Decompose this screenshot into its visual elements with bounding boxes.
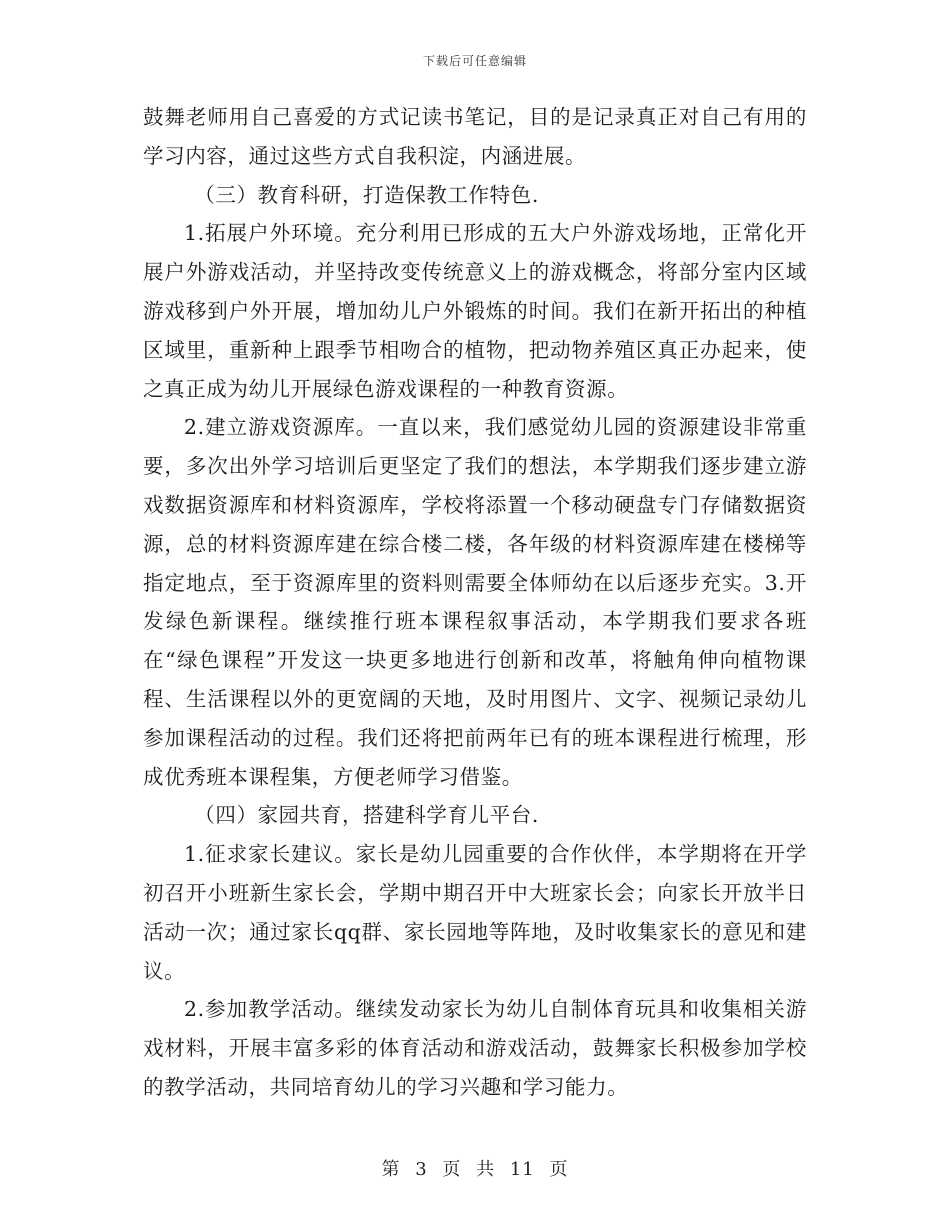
page-number: 第 3 页 共 11 页 (381, 1159, 569, 1180)
paragraph-outdoor-environment: 1.拓展户外环境。充分利用已形成的五大户外游戏场地，正常化开展户外游戏活动，并坚持改变传统意义上的游戏概念，将部分室内区域游戏移到户外开展，增加幼儿户外锻炼的时间。我们在新开拓出的种植区域里，重新种上跟季节相吻合的植物，把动物养殖区真正办起来，使之真正成为幼儿开展绿色游戏课程的一种教育资源。 (143, 221, 807, 401)
section-heading-4: （四）家园共育，搭建科学育儿平台. (194, 803, 539, 828)
paragraph-resource-library: 2.建立游戏资源库。一直以来，我们感觉幼儿园的资源建设非常重要，多次出外学习培训后更坚定了我们的想法，本学期我们逐步建立游戏数据资源库和材料资源库，学校将添置一个移动硬盘专门存储数据资源，总的材料资源库建在综合楼二楼，各年级的材料资源库建在楼梯等指定地点，至于资源库里的资料则需要全体师幼在以后逐步充实。3.开发绿色新课程。继续推行班本课程叙事活动，本学期我们要求各班在“绿色课程”开发这一块更多地进行创新和改革，将触角伸向植物课程、生活课程以外的更宽阔的天地，及时用图片、文字、视频记录幼儿参加课程活动的过程。我们还将把前两年已有的班本课程进行梳理，形成优秀班本课程集，方便老师学习借鉴。 (143, 415, 807, 789)
document-body (143, 98, 807, 1107)
page-header: 下载后可任意编辑 (422, 54, 527, 68)
paragraph-continuation: 鼓舞老师用自己喜爱的方式记读书笔记，目的是记录真正对自己有用的学习内容，通过这些方式自我积淀，内涵进展。 (143, 105, 807, 168)
section-heading-3: （三）教育科研，打造保教工作特色. (194, 182, 539, 207)
paragraph-parent-advice: 1.征求家长建议。家长是幼儿园重要的合作伙伴，本学期将在开学初召开小班新生家长会，学期中期召开中大班家长会；向家长开放半日活动一次；通过家长qq群、家长园地等阵地，及时收集家长的意见和建议。 (143, 842, 807, 983)
paragraph-teaching-activities: 2.参加教学活动。继续发动家长为幼儿自制体育玩具和收集相关游戏材料，开展丰富多彩的体育活动和游戏活动，鼓舞家长积极参加学校的教学活动，共同培育幼儿的学习兴趣和学习能力。 (143, 997, 807, 1099)
